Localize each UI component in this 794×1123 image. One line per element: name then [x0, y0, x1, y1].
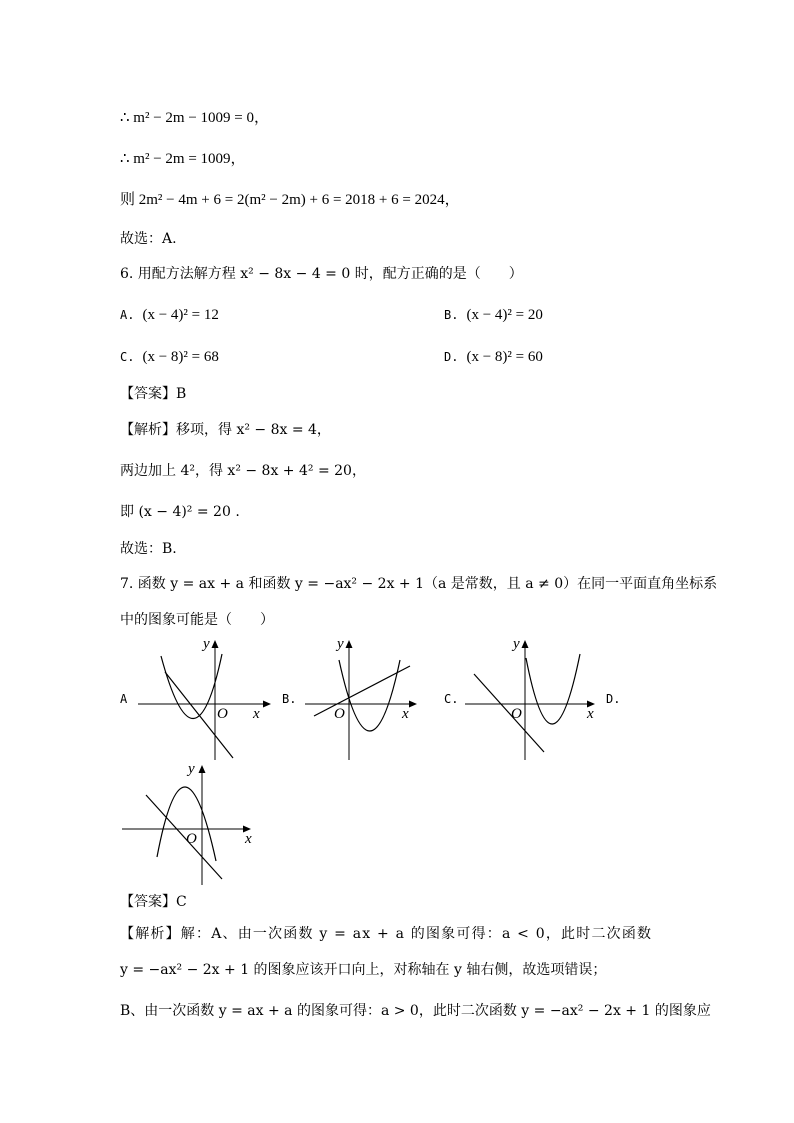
answer-7: 【答案】C: [120, 894, 187, 910]
origin-label: O: [186, 831, 197, 847]
y-axis-arrow: [212, 640, 219, 648]
option-6b: [444, 305, 543, 325]
straight-line: [474, 674, 544, 752]
axis-y-label: y: [188, 761, 195, 777]
option-6c: [120, 347, 219, 367]
graph-label-c: C.: [444, 692, 459, 706]
axis-x-label: x: [245, 831, 252, 847]
option-6d: [444, 347, 543, 367]
explanation-6-line-4: 故选：B.: [120, 541, 177, 557]
graph-b: [302, 632, 422, 762]
option-letter: D.: [444, 350, 459, 364]
text-line-3: 则 2m² − 4m + 6 = 2(m² − 2m) + 6 = 2018 + 6 = 2024，: [120, 192, 460, 208]
x-axis-arrow: [263, 701, 271, 708]
parabola: [157, 787, 216, 861]
parabola: [526, 654, 580, 724]
axis-y-label: y: [203, 636, 210, 652]
axis-y-label: y: [337, 636, 344, 652]
question-7-line-2: 中的图象可能是（ ）: [120, 612, 274, 628]
y-axis-arrow: [346, 640, 353, 648]
option-expr: (x − 4)² = 12: [142, 307, 219, 323]
text-line-1: ∴ m² − 2m − 1009 = 0，: [120, 110, 270, 126]
text-line-4: 故选：A.: [120, 231, 177, 247]
explanation-7-line-1: 【解析】解：A、由一次函数 y = ax + a 的图象可得：a < 0，此时二次函数: [120, 926, 653, 942]
option-expr: (x − 8)² = 60: [466, 349, 543, 365]
graph-label-d: D.: [606, 692, 621, 706]
explanation-7-line-2: y = −ax² − 2x + 1 的图象应该开口向上，对称轴在 y 轴右侧，故选项错误；: [120, 962, 607, 978]
graph-label-b: B.: [282, 692, 297, 706]
graph-c: [462, 632, 602, 762]
text-line-2: ∴ m² − 2m = 1009，: [120, 151, 246, 167]
y-axis-arrow: [522, 640, 529, 648]
graph-a: [135, 632, 275, 762]
option-6a: [120, 305, 219, 325]
y-axis-arrow: [199, 765, 206, 773]
explanation-6-line-2: 两边加上 4²，得 x² − 8x + 4² = 20，: [120, 463, 366, 479]
parabola: [161, 654, 222, 719]
axis-x-label: x: [253, 706, 260, 722]
straight-line: [314, 666, 410, 716]
option-expr: (x − 4)² = 20: [466, 307, 543, 323]
origin-label: O: [217, 706, 228, 722]
x-axis-arrow: [409, 701, 417, 708]
option-letter: C.: [120, 350, 135, 364]
axis-x-label: x: [402, 706, 409, 722]
question-7-line-1: 7. 函数 y = ax + a 和函数 y = −ax² − 2x + 1（a 是常数，且 a ≠ 0）在同一平面直角坐标系: [120, 576, 718, 592]
graph-d: [120, 757, 260, 887]
origin-label: O: [334, 706, 345, 722]
explanation-7-line-3: B、由一次函数 y = ax + a 的图象可得：a > 0，此时二次函数 y = −ax² − 2x + 1 的图象应: [120, 1003, 711, 1019]
explanation-6-line-1: 【解析】移项，得 x² − 8x = 4，: [120, 422, 331, 438]
axis-x-label: x: [587, 706, 594, 722]
question-6: 6. 用配方法解方程 x² − 8x − 4 = 0 时，配方正确的是（ ）: [120, 266, 523, 282]
explanation-6-line-3: 即 (x − 4)² = 20 .: [120, 504, 240, 520]
parabola: [339, 660, 400, 731]
option-letter: A.: [120, 308, 135, 322]
option-expr: (x − 8)² = 68: [142, 349, 219, 365]
graph-label-a: A: [120, 692, 128, 706]
option-letter: B.: [444, 308, 459, 322]
answer-6: 【答案】B: [120, 386, 187, 402]
origin-label: O: [511, 706, 522, 722]
axis-y-label: y: [513, 636, 520, 652]
